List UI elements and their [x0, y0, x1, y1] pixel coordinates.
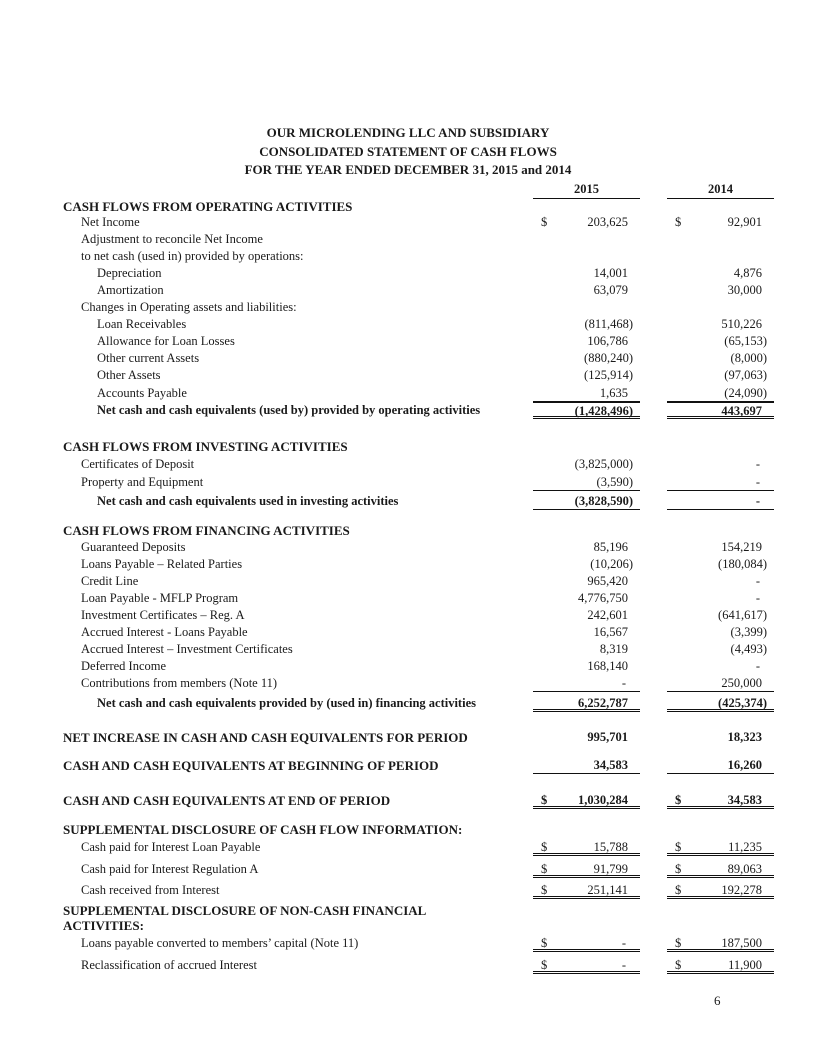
company-name: OUR MICROLENDING LLC AND SUBSIDIARY — [266, 125, 550, 140]
line-item-label: Accrued Interest – Investment Certificates — [81, 641, 293, 656]
amount-value: - — [755, 658, 760, 673]
dollar-sign: $ — [541, 214, 548, 229]
line-item-label: Amortization — [97, 282, 164, 297]
dollar-sign: $ — [541, 792, 548, 807]
amount-cell-2015 — [533, 675, 640, 692]
amount-cell-2015 — [533, 624, 640, 641]
amount-cell-2015 — [533, 729, 640, 746]
amount-value: (3,399) — [730, 624, 767, 639]
line-item-label: Loans payable converted to members’ capital (Note 11) — [81, 935, 359, 950]
amount-cell-2015 — [533, 539, 640, 556]
amount-cell-2014 — [667, 792, 774, 809]
statement-title: CONSOLIDATED STATEMENT OF CASH FLOWS — [259, 144, 557, 159]
amount-cell-2014 — [667, 658, 774, 675]
amount-value: - — [755, 573, 760, 588]
section-heading: CASH FLOWS FROM FINANCING ACTIVITIES — [63, 522, 350, 538]
amount-cell-2015 — [533, 695, 640, 712]
amount-cell-2014 — [667, 675, 774, 692]
amount-value: 11,900 — [728, 957, 762, 972]
amount-value: 995,701 — [587, 729, 628, 744]
amount-cell-2015 — [533, 214, 640, 231]
line-item-label: Loans Payable – Related Parties — [81, 556, 243, 571]
amount-value: 30,000 — [727, 282, 762, 297]
line-item-label: Certificates of Deposit — [81, 456, 195, 471]
line-item-label: Accounts Payable — [97, 385, 187, 400]
dollar-sign: $ — [541, 882, 548, 897]
amount-cell-2014 — [667, 839, 774, 856]
line-item-label: Property and Equipment — [81, 474, 204, 489]
amount-value: (3,590) — [596, 474, 633, 489]
amount-value: (8,000) — [730, 350, 767, 365]
total-label: Net cash and cash equivalents used in investing activities — [97, 493, 399, 508]
amount-value: (24,090) — [724, 385, 767, 400]
amount-cell-2015 — [533, 350, 640, 367]
amount-cell-2014 — [667, 316, 774, 333]
amount-cell-2014 — [667, 493, 774, 510]
line-item-label: Cash received from Interest — [81, 882, 220, 897]
amount-value: - — [755, 493, 760, 508]
line-item-label: Loan Payable - MFLP Program — [81, 590, 239, 605]
line-item-label: Cash paid for Interest Regulation A — [81, 861, 259, 876]
amount-cell-2014 — [667, 624, 774, 641]
amount-value: 34,583 — [593, 757, 628, 772]
line-item-label: Reclassification of accrued Interest — [81, 957, 257, 972]
amount-value: 16,260 — [727, 757, 762, 772]
total-label: NET INCREASE IN CASH AND CASH EQUIVALENTS FOR PERIOD — [63, 729, 468, 745]
amount-value: (4,493) — [730, 641, 767, 656]
dollar-sign: $ — [675, 861, 682, 876]
amount-value: 34,583 — [727, 792, 762, 807]
amount-cell-2015 — [533, 316, 640, 333]
line-item-label: Cash paid for Interest Loan Payable — [81, 839, 261, 854]
amount-value: 187,500 — [721, 935, 762, 950]
page-number: 6 — [714, 993, 721, 1008]
amount-cell-2014 — [667, 539, 774, 556]
line-item-label: Other Assets — [97, 367, 161, 382]
amount-cell-2015 — [533, 607, 640, 624]
line-item-label: Net Income — [81, 214, 140, 229]
amount-cell-2015 — [533, 456, 640, 473]
amount-cell-2015 — [533, 402, 640, 419]
amount-cell-2015 — [533, 367, 640, 384]
amount-cell-2014 — [667, 957, 774, 974]
amount-cell-2014 — [667, 935, 774, 952]
dollar-sign: $ — [675, 839, 682, 854]
amount-value: 106,786 — [587, 333, 628, 348]
amount-value: 16,567 — [593, 624, 628, 639]
line-item-label: Deferred Income — [81, 658, 167, 673]
amount-value: 11,235 — [728, 839, 762, 854]
statement-period: FOR THE YEAR ENDED DECEMBER 31, 2015 and 2014 — [244, 162, 572, 177]
amount-value: - — [621, 935, 626, 950]
amount-cell-2014 — [667, 333, 774, 350]
section-heading: SUPPLEMENTAL DISCLOSURE OF NON-CASH FINANCIAL ACTIVITIES: — [63, 903, 426, 933]
amount-cell-2014 — [667, 282, 774, 299]
dollar-sign: $ — [675, 882, 682, 897]
amount-value: 250,000 — [721, 675, 762, 690]
amount-cell-2014 — [667, 882, 774, 899]
line-item-label: to net cash (used in) provided by operations: — [81, 248, 304, 263]
amount-value: 203,625 — [587, 214, 628, 229]
amount-cell-2015 — [533, 861, 640, 878]
amount-cell-2015 — [533, 641, 640, 658]
amount-cell-2015 — [533, 658, 640, 675]
amount-cell-2015 — [533, 385, 640, 402]
amount-cell-2015 — [533, 839, 640, 856]
dollar-sign: $ — [541, 839, 548, 854]
amount-value: 63,079 — [593, 282, 628, 297]
amount-value: 89,063 — [727, 861, 762, 876]
section-heading: CASH FLOWS FROM OPERATING ACTIVITIES — [63, 198, 353, 214]
amount-cell-2015 — [533, 265, 640, 282]
amount-cell-2015 — [533, 282, 640, 299]
line-item-label: Allowance for Loan Losses — [97, 333, 235, 348]
amount-value: 4,876 — [733, 265, 762, 280]
amount-value: 192,278 — [721, 882, 762, 897]
amount-value: (3,825,000) — [574, 456, 633, 471]
amount-cell-2015 — [533, 556, 640, 573]
line-item-label: Guaranteed Deposits — [81, 539, 186, 554]
amount-value: (3,828,590) — [574, 493, 633, 508]
total-label: Net cash and cash equivalents provided by (used in) financing activities — [97, 695, 476, 710]
amount-cell-2015 — [533, 957, 640, 974]
amount-cell-2014 — [667, 367, 774, 384]
amount-cell-2015 — [533, 935, 640, 952]
amount-cell-2014 — [667, 214, 774, 231]
amount-value: (641,617) — [718, 607, 767, 622]
section-heading: SUPPLEMENTAL DISCLOSURE OF CASH FLOW INFORMATION: — [63, 821, 463, 837]
amount-value: 168,140 — [587, 658, 628, 673]
total-label: Net cash and cash equivalents (used by) provided by operating activities — [97, 402, 481, 417]
amount-value: - — [755, 590, 760, 605]
line-item-label: Accrued Interest - Loans Payable — [81, 624, 248, 639]
line-item-label: Credit Line — [81, 573, 139, 588]
line-item-label: Investment Certificates – Reg. A — [81, 607, 245, 622]
amount-value: 510,226 — [721, 316, 762, 331]
amount-cell-2014 — [667, 385, 774, 402]
amount-cell-2014 — [667, 474, 774, 491]
amount-cell-2014 — [667, 641, 774, 658]
dollar-sign: $ — [675, 935, 682, 950]
amount-cell-2015 — [533, 792, 640, 809]
dollar-sign: $ — [541, 935, 548, 950]
amount-cell-2015 — [533, 590, 640, 607]
amount-value: 15,788 — [593, 839, 628, 854]
column-header-2014: 2014 — [667, 180, 774, 199]
amount-value: 443,697 — [721, 403, 762, 418]
line-item-label: Changes in Operating assets and liabilities: — [81, 299, 297, 314]
amount-value: 92,901 — [727, 214, 762, 229]
amount-cell-2015 — [533, 573, 640, 590]
amount-value: - — [621, 675, 626, 690]
line-item-label: Loan Receivables — [97, 316, 187, 331]
dollar-sign: $ — [675, 792, 682, 807]
amount-value: - — [621, 957, 626, 972]
amount-value: 6,252,787 — [578, 695, 628, 710]
amount-cell-2014 — [667, 590, 774, 607]
amount-value: (97,063) — [724, 367, 767, 382]
amount-value: (125,914) — [584, 367, 633, 382]
amount-value: 91,799 — [593, 861, 628, 876]
amount-value: (10,206) — [590, 556, 633, 571]
amount-value: (880,240) — [584, 350, 633, 365]
line-item-label: Depreciation — [97, 265, 162, 280]
amount-cell-2014 — [667, 729, 774, 746]
amount-value: 154,219 — [721, 539, 762, 554]
amount-cell-2015 — [533, 493, 640, 510]
dollar-sign: $ — [541, 957, 548, 972]
amount-value: 1,635 — [599, 385, 628, 400]
line-item-label: Other current Assets — [97, 350, 200, 365]
amount-cell-2014 — [667, 350, 774, 367]
amount-value: (65,153) — [724, 333, 767, 348]
amount-cell-2014 — [667, 556, 774, 573]
amount-cell-2015 — [533, 474, 640, 491]
amount-value: 1,030,284 — [578, 792, 628, 807]
dollar-sign: $ — [541, 861, 548, 876]
amount-value: 242,601 — [587, 607, 628, 622]
amount-cell-2014 — [667, 402, 774, 419]
amount-value: (425,374) — [718, 695, 767, 710]
amount-cell-2014 — [667, 861, 774, 878]
amount-value: 4,776,750 — [578, 590, 628, 605]
amount-value: 14,001 — [593, 265, 628, 280]
amount-cell-2014 — [667, 607, 774, 624]
amount-cell-2014 — [667, 456, 774, 473]
amount-cell-2015 — [533, 757, 640, 774]
dollar-sign: $ — [675, 214, 682, 229]
amount-value: 18,323 — [727, 729, 762, 744]
amount-value: 965,420 — [587, 573, 628, 588]
amount-cell-2015 — [533, 882, 640, 899]
total-label: CASH AND CASH EQUIVALENTS AT END OF PERIOD — [63, 792, 391, 808]
amount-value: 8,319 — [599, 641, 628, 656]
dollar-sign: $ — [675, 957, 682, 972]
line-item-label: Contributions from members (Note 11) — [81, 675, 278, 690]
amount-value: - — [755, 474, 760, 489]
amount-value: - — [755, 456, 760, 471]
amount-value: (1,428,496) — [574, 403, 633, 418]
amount-cell-2014 — [667, 265, 774, 282]
amount-value: (180,084) — [718, 556, 767, 571]
amount-cell-2014 — [667, 757, 774, 774]
amount-value: 251,141 — [587, 882, 628, 897]
amount-value: 85,196 — [593, 539, 628, 554]
total-label: CASH AND CASH EQUIVALENTS AT BEGINNING OF PERIOD — [63, 757, 439, 773]
amount-cell-2015 — [533, 333, 640, 350]
column-header-2015: 2015 — [533, 180, 640, 199]
amount-value: (811,468) — [584, 316, 633, 331]
amount-cell-2014 — [667, 573, 774, 590]
section-heading: CASH FLOWS FROM INVESTING ACTIVITIES — [63, 438, 348, 454]
line-item-label: Adjustment to reconcile Net Income — [81, 231, 263, 246]
amount-cell-2014 — [667, 695, 774, 712]
